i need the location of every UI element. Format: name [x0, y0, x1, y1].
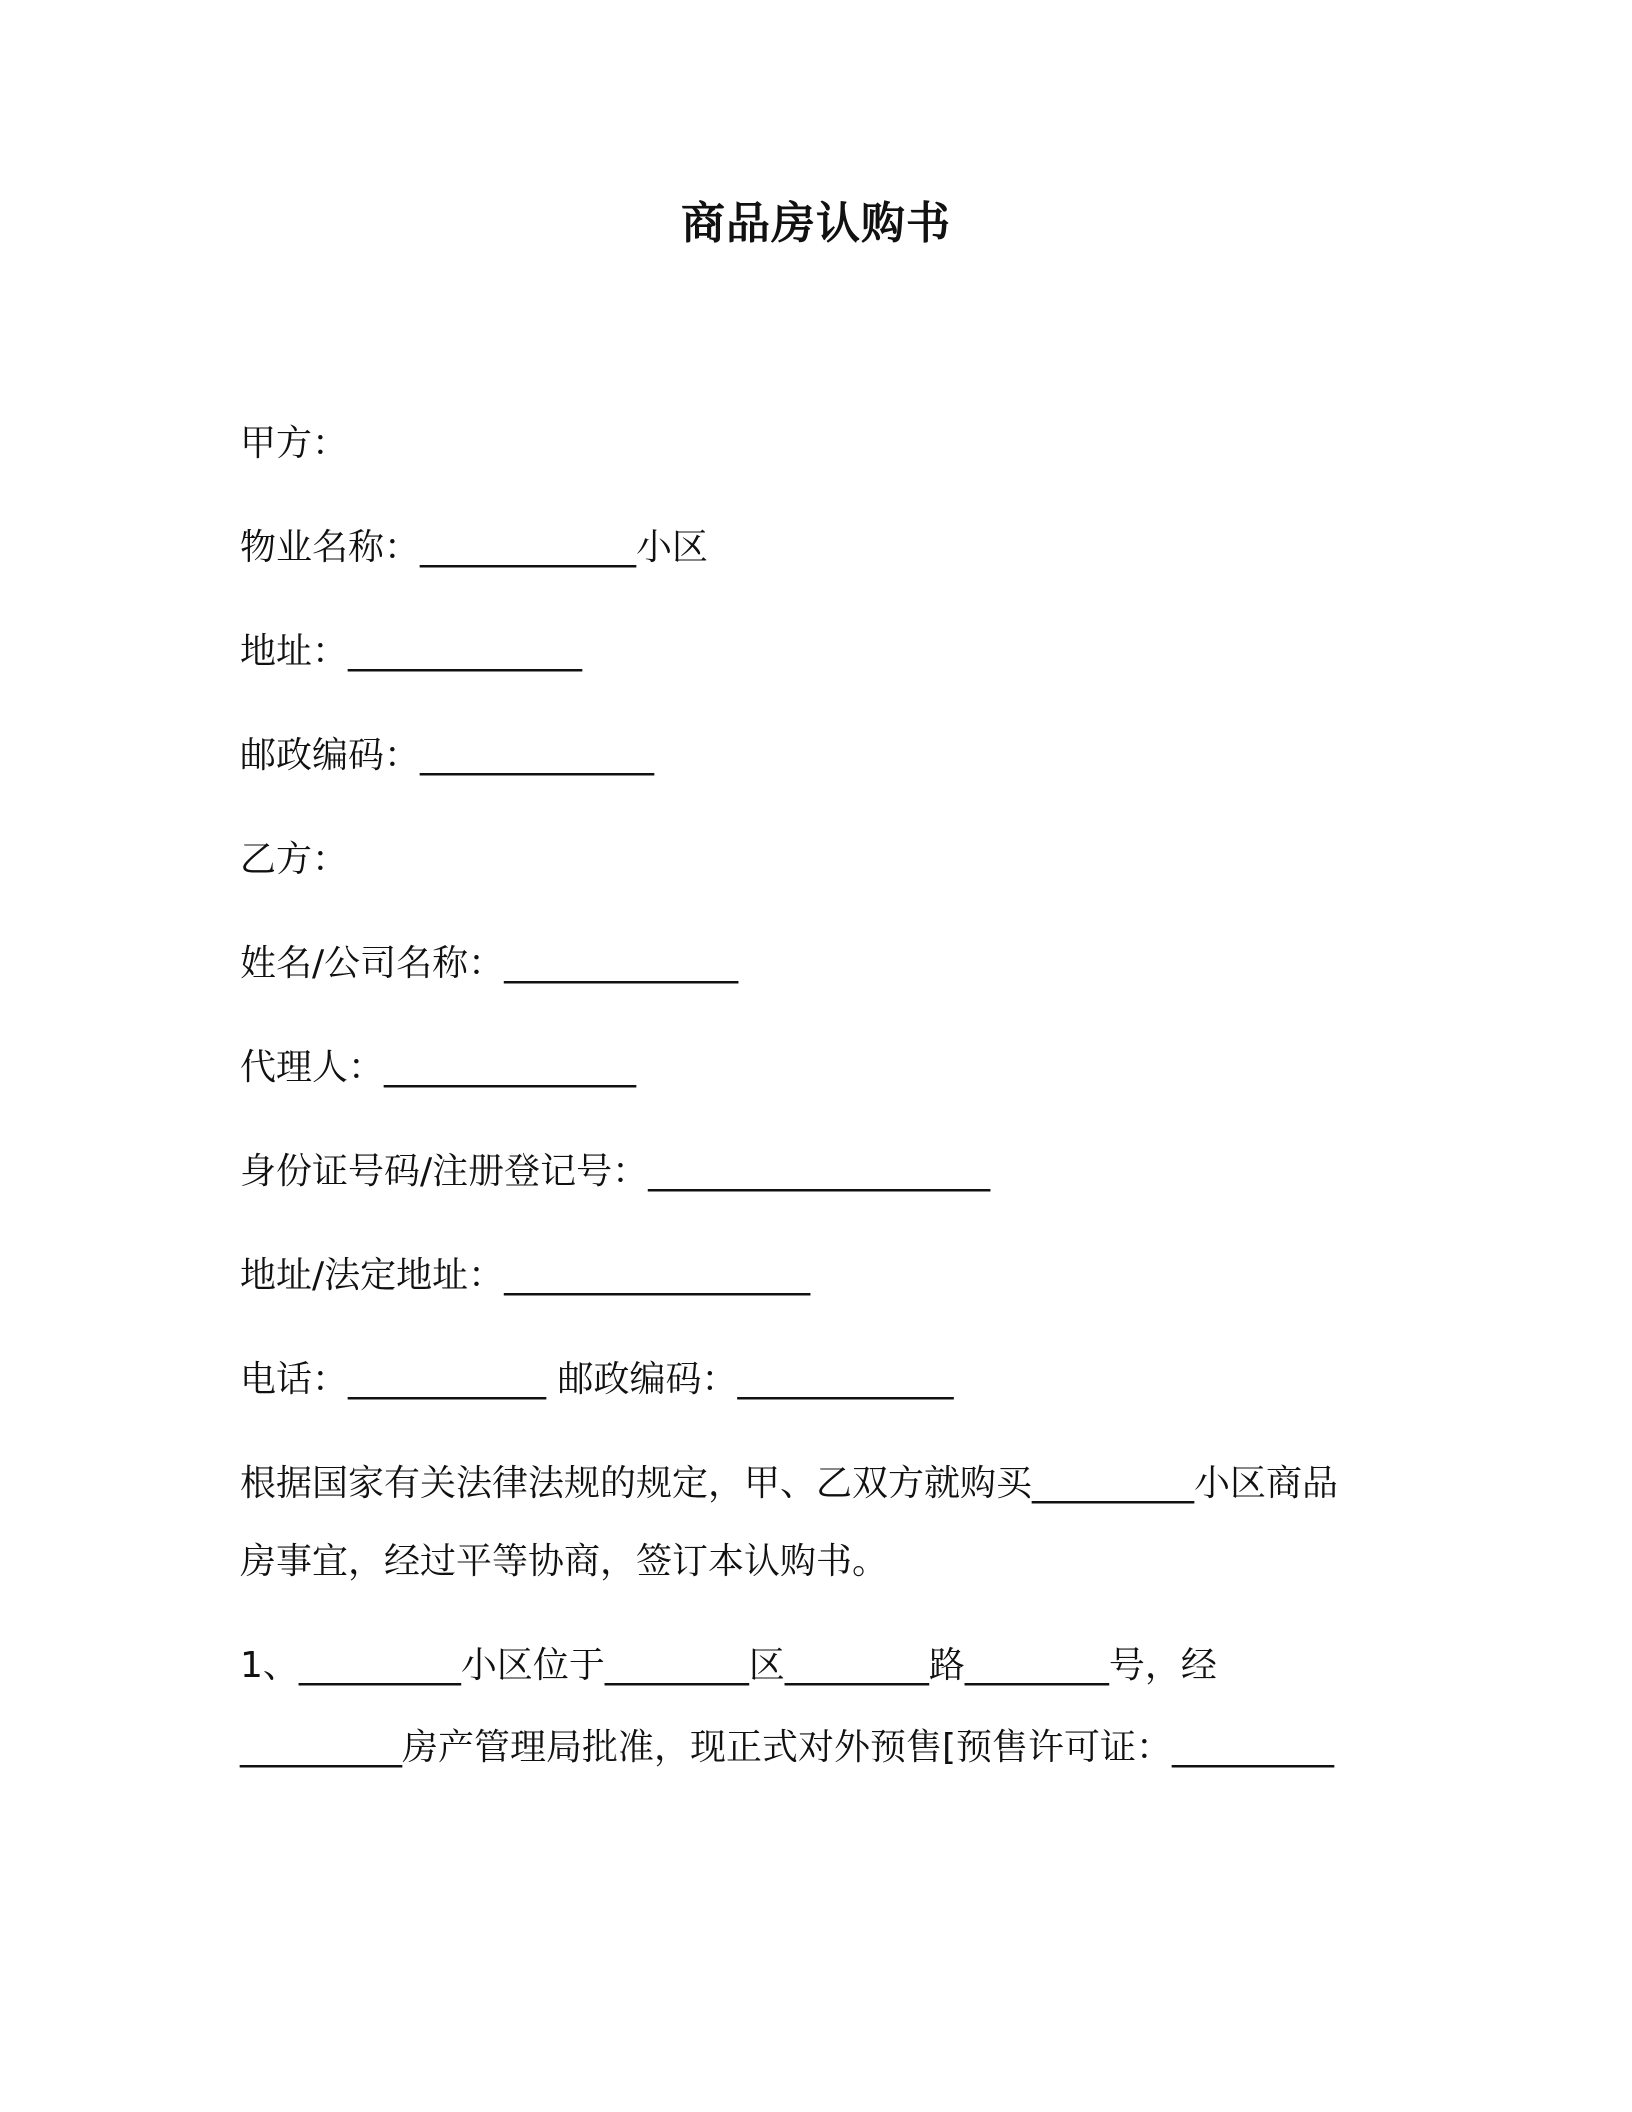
party-a-label: 甲方： [240, 423, 349, 464]
legal-address-field: 地址/法定地址：_________________ [240, 1255, 811, 1296]
id-number-field: 身份证号码/注册登记号：___________________ [240, 1151, 991, 1192]
party-b-label: 乙方： [240, 839, 349, 880]
preamble-paragraph-line-2: 房事宜，经过平等协商，签订本认购书。 [240, 1541, 889, 1582]
document-title: 商品房认购书 [681, 198, 951, 249]
party-a-postcode-field: 邮政编码：_____________ [240, 735, 655, 776]
phone-postcode-field: 电话：___________ 邮政编码：____________ [240, 1359, 954, 1400]
party-a-address-field: 地址：_____________ [240, 631, 583, 672]
clause-1-line-1: 1、_________小区位于________区________路________号，经 [240, 1645, 1217, 1686]
party-b-name-field: 姓名/公司名称：_____________ [240, 943, 739, 984]
preamble-paragraph-line-1: 根据国家有关法律法规的规定，甲、乙双方就购买_________小区商品 [240, 1463, 1339, 1504]
clause-1-line-2: _________房产管理局批准，现正式对外预售[预售许可证：_________ [240, 1727, 1335, 1768]
agent-field: 代理人：______________ [240, 1047, 637, 1088]
property-name-field: 物业名称：____________小区 [240, 527, 709, 568]
